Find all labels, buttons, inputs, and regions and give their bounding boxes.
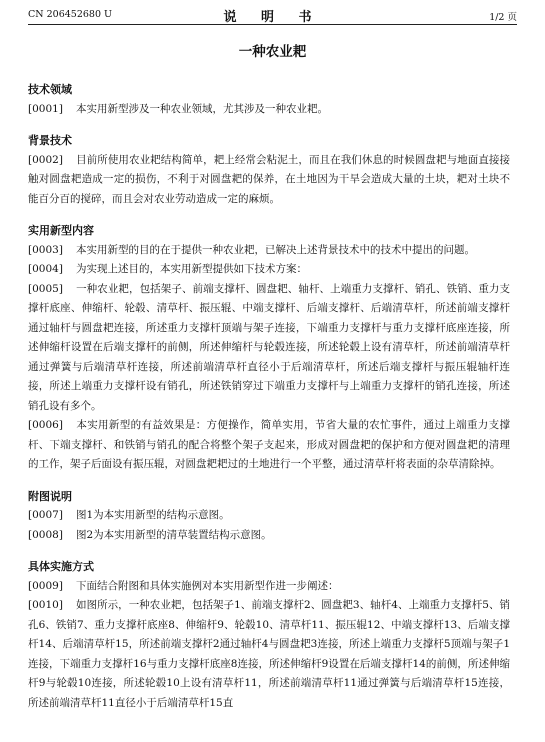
section-heading: 附图说明 xyxy=(28,489,72,503)
paragraph-number: [0004] xyxy=(28,263,63,275)
paragraph-text: 本实用新型的目的在于提供一种农业耙，已解决上述背景技术中的技术中提出的问题。 xyxy=(76,243,475,256)
paragraph xyxy=(28,416,510,475)
paragraph xyxy=(28,596,510,713)
paragraph-text: 一种农业耙，包括架子、前端支撑杆、圆盘耙、轴杆、上端重力支撑杆、销孔、铁销、重力支撑杆底座、伸缩杆、轮毂、清草杆、振压辊、中端支撑杆、后端支撑杆、后端清草杆，所述前端支撑杆通过轴杆与圆盘耙连接，所述重力支撑杆顶端与架子连接，下端重力支撑杆与重力支撑杆底座连接，所述伸缩杆设置在后端支撑杆的前侧，所述伸缩杆与轮毂连接，所述轮毂上设有清草杆，所述前端清草杆通过弹簧与后端清草杆连接，所述前端清草杆直径小于后端清草杆，所述后端支撑杆与振压辊轴杆连接，所述上端重力支撑杆设有销孔，所述铁销穿过下端重力支撑杆与上端重力支撑杆的销孔连接，所述销孔设有多个。 xyxy=(28,282,510,412)
paragraph xyxy=(28,151,510,210)
paragraph-text: 图2为本实用新型的清草装置结构示意图。 xyxy=(76,528,272,541)
paragraph xyxy=(28,260,510,280)
section-heading: 技术领域 xyxy=(28,83,72,96)
page-number: 1/2 页 xyxy=(489,12,517,23)
paragraph-text: 图1为本实用新型的结构示意图。 xyxy=(76,509,230,521)
paragraph-text: 如图所示，一种农业耙，包括架子1、前端支撑杆2、圆盘耙3、轴杆4、上端重力支撑杆5、销孔6、铁销7、重力支撑杆底座8、伸缩杆9、轮毂10、清草杆11、振压辊12、中端支撑杆13、后端支撑杆14、后端清草杆15，所述前端支撑杆2通过轴杆4与圆盘耙3连接，所述上端重力支撑杆5顶端与架子1连接，下端重力支撑杆16与重力支撑杆底座8连接，所述伸缩杆9设置在后端支撑杆14的前侧，所述伸缩杆9与轮毂10连接，所述轮毂10上设有清草杆11，所述前端清草杆11通过弹簧与后端清草杆15连接，所述前端清草杆11直径小于后端清草杆15直 xyxy=(28,599,510,709)
paragraph xyxy=(28,506,510,526)
section-heading: 具体实施方式 xyxy=(28,560,94,573)
document-body xyxy=(28,80,510,713)
header-rule xyxy=(28,24,517,25)
paragraph-number: [0009] xyxy=(28,579,63,592)
document-type-title: 说 明 书 xyxy=(223,10,322,25)
paragraph-text: 目前所使用农业耙结构简单，耙上经常会粘泥土，而且在我们休息的时候圆盘耙与地面直接接触对圆盘耙造成一定的损伤，不利于对圆盘耙的保养，在土地因为干旱会造成大量的土块，耙对土块不能百分百的搅碎，而且会对农业劳动造成一定的麻烦。 xyxy=(28,153,510,205)
paragraph-number: [0006] xyxy=(28,419,63,431)
section-technical-field xyxy=(28,80,510,119)
paragraph-text: 为实现上述目的，本实用新型提供如下技术方案： xyxy=(76,263,307,275)
paragraph-text: 本实用新型的有益效果是：方便操作，简单实用，节省大量的农忙事件，通过上端重力支撑杆、下端支撑杆、和铁销与销孔的配合将整个架子支起来，形成对圆盘耙的保护和方便对圆盘耙的清理的工作，架子后面设有振压辊，对圆盘耙耙过的土地进行一个平整，通过清草杆将表面的杂草清除掉。 xyxy=(28,419,510,470)
paragraph-number: [0005] xyxy=(28,282,63,295)
paragraph xyxy=(28,280,510,417)
paragraph xyxy=(28,241,510,261)
paragraph xyxy=(28,577,510,597)
page-header xyxy=(28,6,517,24)
paragraph-number: [0010] xyxy=(28,599,63,611)
paragraph-number: [0001] xyxy=(28,102,63,115)
paragraph-number: [0007] xyxy=(28,509,63,521)
publication-number: CN 206452680 U xyxy=(28,9,113,20)
section-drawings xyxy=(28,487,510,546)
paragraph-number: [0008] xyxy=(28,528,63,541)
paragraph-number: [0003] xyxy=(28,243,63,256)
paragraph-text: 下面结合附图和具体实施例对本实用新型作进一步阐述： xyxy=(76,579,339,592)
section-heading: 实用新型内容 xyxy=(28,224,94,237)
section-summary xyxy=(28,221,510,475)
paragraph xyxy=(28,526,510,546)
section-embodiments xyxy=(28,557,510,713)
invention-title: 一种农业耙 xyxy=(238,44,307,60)
paragraph-text: 本实用新型涉及一种农业领域，尤其涉及一种农业耙。 xyxy=(76,102,328,115)
paragraph-number: [0002] xyxy=(28,153,63,166)
section-heading: 背景技术 xyxy=(28,134,72,147)
paragraph xyxy=(28,100,510,120)
section-background xyxy=(28,131,510,209)
